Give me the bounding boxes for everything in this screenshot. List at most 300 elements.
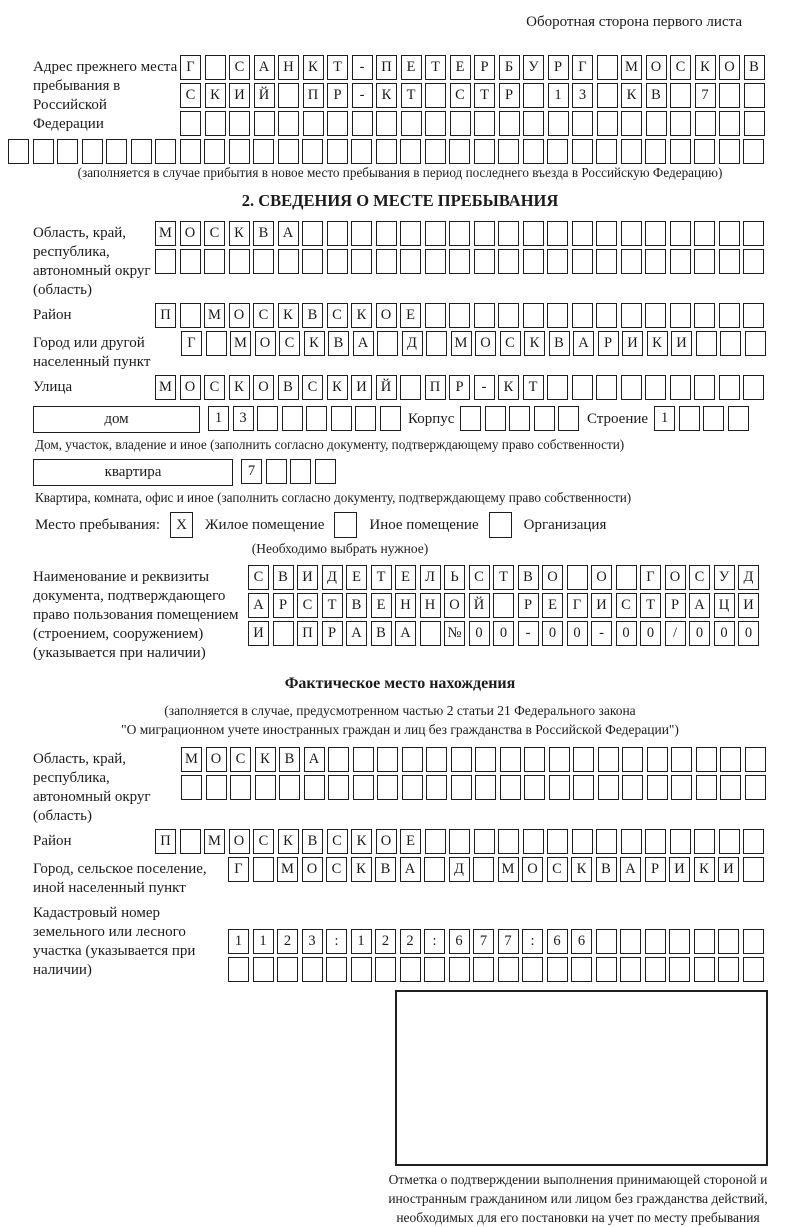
char-box[interactable] <box>8 139 29 164</box>
char-box[interactable]: Р <box>327 83 348 108</box>
char-box[interactable]: Р <box>548 55 569 80</box>
char-box[interactable]: А <box>304 747 325 772</box>
char-box[interactable]: О <box>444 593 465 618</box>
char-box[interactable] <box>696 331 717 356</box>
char-box[interactable] <box>451 775 472 800</box>
char-box[interactable]: № <box>444 621 465 646</box>
char-box[interactable]: 7 <box>498 929 519 954</box>
char-box[interactable] <box>596 829 617 854</box>
char-box[interactable] <box>303 111 324 136</box>
char-box[interactable] <box>534 406 555 431</box>
char-box[interactable] <box>694 957 715 982</box>
char-box[interactable] <box>279 775 300 800</box>
char-box[interactable]: А <box>400 857 421 882</box>
char-box[interactable] <box>621 221 642 246</box>
char-box[interactable]: П <box>297 621 318 646</box>
char-box[interactable] <box>306 406 327 431</box>
char-box[interactable] <box>400 221 421 246</box>
char-box[interactable] <box>426 747 447 772</box>
char-box[interactable]: - <box>518 621 539 646</box>
char-box[interactable] <box>450 111 471 136</box>
char-box[interactable] <box>696 747 717 772</box>
char-box[interactable]: О <box>253 375 274 400</box>
char-box[interactable] <box>719 139 740 164</box>
char-box[interactable]: С <box>230 747 251 772</box>
document-row-3[interactable] <box>248 621 763 646</box>
char-box[interactable]: Ь <box>444 565 465 590</box>
char-box[interactable] <box>596 249 617 274</box>
char-box[interactable]: С <box>469 565 490 590</box>
char-box[interactable] <box>620 957 641 982</box>
char-box[interactable] <box>646 111 667 136</box>
char-box[interactable]: С <box>180 83 201 108</box>
char-box[interactable]: В <box>302 303 323 328</box>
char-box[interactable]: : <box>424 929 445 954</box>
char-box[interactable] <box>597 55 618 80</box>
char-box[interactable] <box>645 303 666 328</box>
document-row-2[interactable] <box>248 593 763 618</box>
char-box[interactable]: С <box>248 565 269 590</box>
char-box[interactable]: И <box>622 331 643 356</box>
char-box[interactable] <box>499 111 520 136</box>
char-box[interactable] <box>376 249 397 274</box>
char-box[interactable] <box>451 747 472 772</box>
char-box[interactable]: Н <box>420 593 441 618</box>
char-box[interactable] <box>230 775 251 800</box>
char-box[interactable]: К <box>229 221 250 246</box>
char-box[interactable] <box>57 139 78 164</box>
char-box[interactable] <box>744 83 765 108</box>
char-box[interactable] <box>377 331 398 356</box>
char-box[interactable] <box>523 303 544 328</box>
char-box[interactable]: М <box>498 857 519 882</box>
char-box[interactable] <box>449 249 470 274</box>
char-box[interactable] <box>523 829 544 854</box>
char-box[interactable]: Т <box>474 83 495 108</box>
char-box[interactable]: Г <box>181 331 202 356</box>
char-box[interactable] <box>155 249 176 274</box>
char-box[interactable] <box>376 111 397 136</box>
char-box[interactable] <box>327 221 348 246</box>
char-box[interactable]: О <box>255 331 276 356</box>
char-box[interactable]: 6 <box>449 929 470 954</box>
char-box[interactable] <box>449 221 470 246</box>
char-box[interactable] <box>180 139 201 164</box>
char-box[interactable] <box>402 775 423 800</box>
char-box[interactable]: С <box>670 55 691 80</box>
char-box[interactable] <box>745 747 766 772</box>
char-box[interactable] <box>253 249 274 274</box>
char-box[interactable] <box>695 111 716 136</box>
char-box[interactable]: О <box>542 565 563 590</box>
char-box[interactable]: / <box>665 621 686 646</box>
prev-address-row-3[interactable] <box>180 111 768 136</box>
char-box[interactable] <box>474 139 495 164</box>
char-box[interactable]: Й <box>254 83 275 108</box>
char-box[interactable]: Р <box>598 331 619 356</box>
char-box[interactable]: А <box>278 221 299 246</box>
char-box[interactable] <box>155 139 176 164</box>
char-box[interactable] <box>351 957 372 982</box>
char-box[interactable]: 2 <box>375 929 396 954</box>
prev-address-row-4[interactable] <box>8 139 800 164</box>
char-box[interactable] <box>567 565 588 590</box>
char-box[interactable] <box>745 775 766 800</box>
char-box[interactable] <box>719 111 740 136</box>
char-box[interactable]: К <box>255 747 276 772</box>
char-box[interactable]: А <box>573 331 594 356</box>
char-box[interactable]: И <box>297 565 318 590</box>
char-box[interactable] <box>498 829 519 854</box>
char-box[interactable]: К <box>571 857 592 882</box>
char-box[interactable] <box>327 111 348 136</box>
char-box[interactable] <box>449 829 470 854</box>
char-box[interactable]: Т <box>640 593 661 618</box>
char-box[interactable] <box>596 303 617 328</box>
char-box[interactable] <box>425 139 446 164</box>
char-box[interactable]: С <box>689 565 710 590</box>
char-box[interactable] <box>353 775 374 800</box>
char-box[interactable] <box>278 111 299 136</box>
char-box[interactable]: О <box>522 857 543 882</box>
cadastral-row-2[interactable] <box>228 957 767 982</box>
char-box[interactable]: У <box>523 55 544 80</box>
char-box[interactable] <box>694 929 715 954</box>
prev-address-row-1[interactable] <box>180 55 768 80</box>
char-box[interactable] <box>694 139 715 164</box>
char-box[interactable] <box>670 83 691 108</box>
char-box[interactable] <box>302 957 323 982</box>
char-box[interactable] <box>745 331 766 356</box>
stroenie-row[interactable] <box>654 406 752 431</box>
actual-district-row[interactable] <box>155 829 768 854</box>
char-box[interactable] <box>596 375 617 400</box>
house-number-row[interactable] <box>208 406 404 431</box>
char-box[interactable]: Е <box>400 303 421 328</box>
char-box[interactable] <box>621 375 642 400</box>
char-box[interactable] <box>719 83 740 108</box>
char-box[interactable] <box>205 55 226 80</box>
char-box[interactable]: П <box>425 375 446 400</box>
char-box[interactable] <box>253 857 274 882</box>
char-box[interactable] <box>572 829 593 854</box>
char-box[interactable] <box>719 221 740 246</box>
char-box[interactable] <box>621 303 642 328</box>
char-box[interactable]: Т <box>322 593 343 618</box>
char-box[interactable] <box>547 221 568 246</box>
char-box[interactable] <box>598 747 619 772</box>
char-box[interactable]: А <box>346 621 367 646</box>
char-box[interactable] <box>353 747 374 772</box>
char-box[interactable] <box>743 929 764 954</box>
char-box[interactable]: 1 <box>654 406 675 431</box>
char-box[interactable] <box>449 957 470 982</box>
char-box[interactable] <box>718 929 739 954</box>
char-box[interactable] <box>670 303 691 328</box>
char-box[interactable]: И <box>229 83 250 108</box>
char-box[interactable]: И <box>591 593 612 618</box>
char-box[interactable]: 0 <box>567 621 588 646</box>
char-box[interactable] <box>728 406 749 431</box>
char-box[interactable] <box>400 375 421 400</box>
char-box[interactable]: Д <box>738 565 759 590</box>
char-box[interactable]: В <box>278 375 299 400</box>
char-box[interactable] <box>315 459 336 484</box>
char-box[interactable]: 1 <box>208 406 229 431</box>
char-box[interactable] <box>449 303 470 328</box>
char-box[interactable]: И <box>671 331 692 356</box>
char-box[interactable] <box>205 111 226 136</box>
char-box[interactable] <box>204 139 225 164</box>
char-box[interactable]: В <box>302 829 323 854</box>
char-box[interactable] <box>719 303 740 328</box>
char-box[interactable] <box>744 111 765 136</box>
char-box[interactable] <box>498 139 519 164</box>
char-box[interactable] <box>572 221 593 246</box>
char-box[interactable] <box>718 957 739 982</box>
char-box[interactable]: К <box>695 55 716 80</box>
char-box[interactable] <box>743 829 764 854</box>
char-box[interactable]: 0 <box>616 621 637 646</box>
korpus-row[interactable] <box>460 406 583 431</box>
char-box[interactable]: М <box>204 829 225 854</box>
char-box[interactable]: П <box>376 55 397 80</box>
char-box[interactable]: Г <box>640 565 661 590</box>
char-box[interactable] <box>180 303 201 328</box>
char-box[interactable]: П <box>155 303 176 328</box>
char-box[interactable]: М <box>277 857 298 882</box>
char-box[interactable]: С <box>297 593 318 618</box>
char-box[interactable]: 1 <box>253 929 274 954</box>
char-box[interactable] <box>420 621 441 646</box>
char-box[interactable]: С <box>253 829 274 854</box>
char-box[interactable] <box>547 249 568 274</box>
char-box[interactable] <box>273 621 294 646</box>
char-box[interactable] <box>302 221 323 246</box>
char-box[interactable] <box>425 249 446 274</box>
char-box[interactable] <box>645 929 666 954</box>
char-box[interactable] <box>596 139 617 164</box>
char-box[interactable] <box>645 221 666 246</box>
char-box[interactable]: М <box>230 331 251 356</box>
char-box[interactable] <box>743 375 764 400</box>
char-box[interactable] <box>720 775 741 800</box>
char-box[interactable]: Г <box>572 55 593 80</box>
char-box[interactable]: М <box>155 375 176 400</box>
char-box[interactable]: М <box>204 303 225 328</box>
char-box[interactable] <box>402 747 423 772</box>
char-box[interactable] <box>498 221 519 246</box>
char-box[interactable] <box>326 957 347 982</box>
char-box[interactable] <box>376 139 397 164</box>
char-box[interactable]: К <box>376 83 397 108</box>
char-box[interactable] <box>645 375 666 400</box>
char-box[interactable]: Е <box>400 829 421 854</box>
char-box[interactable]: В <box>346 593 367 618</box>
char-box[interactable]: О <box>180 221 201 246</box>
char-box[interactable] <box>572 139 593 164</box>
char-box[interactable]: Р <box>449 375 470 400</box>
char-box[interactable] <box>621 139 642 164</box>
char-box[interactable] <box>645 957 666 982</box>
char-box[interactable] <box>621 249 642 274</box>
char-box[interactable]: 6 <box>571 929 592 954</box>
char-box[interactable]: 2 <box>400 929 421 954</box>
char-box[interactable]: Е <box>371 593 392 618</box>
char-box[interactable]: К <box>498 375 519 400</box>
char-box[interactable] <box>376 221 397 246</box>
char-box[interactable]: С <box>327 829 348 854</box>
char-box[interactable]: О <box>376 829 397 854</box>
char-box[interactable]: К <box>304 331 325 356</box>
char-box[interactable] <box>278 139 299 164</box>
char-box[interactable] <box>377 747 398 772</box>
char-box[interactable] <box>645 249 666 274</box>
char-box[interactable] <box>523 139 544 164</box>
char-box[interactable] <box>181 775 202 800</box>
char-box[interactable] <box>703 406 724 431</box>
char-box[interactable]: С <box>204 221 225 246</box>
char-box[interactable] <box>82 139 103 164</box>
char-box[interactable] <box>694 829 715 854</box>
apartment-type-box[interactable]: квартира <box>33 459 233 486</box>
char-box[interactable] <box>498 249 519 274</box>
char-box[interactable] <box>547 303 568 328</box>
char-box[interactable]: Р <box>665 593 686 618</box>
char-box[interactable] <box>351 139 372 164</box>
char-box[interactable] <box>377 775 398 800</box>
char-box[interactable]: 0 <box>469 621 490 646</box>
char-box[interactable] <box>670 249 691 274</box>
char-box[interactable] <box>596 929 617 954</box>
char-box[interactable]: 6 <box>547 929 568 954</box>
char-box[interactable]: И <box>738 593 759 618</box>
char-box[interactable] <box>549 747 570 772</box>
char-box[interactable]: А <box>620 857 641 882</box>
char-box[interactable] <box>401 111 422 136</box>
char-box[interactable] <box>524 747 545 772</box>
checkbox-residential[interactable]: X <box>170 512 193 538</box>
char-box[interactable]: 0 <box>714 621 735 646</box>
char-box[interactable]: Р <box>499 83 520 108</box>
char-box[interactable]: - <box>352 55 373 80</box>
char-box[interactable] <box>720 747 741 772</box>
char-box[interactable] <box>498 957 519 982</box>
char-box[interactable] <box>573 747 594 772</box>
char-box[interactable]: Р <box>273 593 294 618</box>
char-box[interactable] <box>743 221 764 246</box>
char-box[interactable]: О <box>229 829 250 854</box>
char-box[interactable]: К <box>621 83 642 108</box>
char-box[interactable] <box>522 957 543 982</box>
char-box[interactable] <box>572 375 593 400</box>
char-box[interactable]: С <box>450 83 471 108</box>
char-box[interactable] <box>327 139 348 164</box>
char-box[interactable] <box>425 83 446 108</box>
region-row-2[interactable] <box>155 249 768 274</box>
char-box[interactable] <box>426 331 447 356</box>
char-box[interactable] <box>573 775 594 800</box>
char-box[interactable]: О <box>591 565 612 590</box>
char-box[interactable]: 0 <box>493 621 514 646</box>
char-box[interactable]: В <box>518 565 539 590</box>
char-box[interactable] <box>328 747 349 772</box>
char-box[interactable]: Е <box>395 565 416 590</box>
char-box[interactable] <box>302 139 323 164</box>
char-box[interactable] <box>670 375 691 400</box>
char-box[interactable] <box>670 221 691 246</box>
char-box[interactable]: С <box>616 593 637 618</box>
char-box[interactable]: Д <box>449 857 470 882</box>
char-box[interactable] <box>425 829 446 854</box>
char-box[interactable] <box>572 303 593 328</box>
char-box[interactable] <box>500 747 521 772</box>
char-box[interactable]: Л <box>420 565 441 590</box>
char-box[interactable] <box>290 459 311 484</box>
char-box[interactable]: В <box>596 857 617 882</box>
char-box[interactable] <box>669 929 690 954</box>
district-row[interactable] <box>155 303 768 328</box>
char-box[interactable] <box>266 459 287 484</box>
char-box[interactable] <box>106 139 127 164</box>
char-box[interactable]: Т <box>493 565 514 590</box>
char-box[interactable]: Г <box>567 593 588 618</box>
char-box[interactable] <box>277 957 298 982</box>
char-box[interactable] <box>131 139 152 164</box>
char-box[interactable] <box>331 406 352 431</box>
checkbox-other-premises[interactable] <box>334 512 357 538</box>
char-box[interactable] <box>719 375 740 400</box>
char-box[interactable] <box>679 406 700 431</box>
char-box[interactable] <box>474 249 495 274</box>
char-box[interactable]: С <box>327 303 348 328</box>
char-box[interactable] <box>596 957 617 982</box>
char-box[interactable]: Н <box>395 593 416 618</box>
apartment-number-row[interactable] <box>241 459 339 484</box>
char-box[interactable]: 1 <box>548 83 569 108</box>
char-box[interactable] <box>571 957 592 982</box>
char-box[interactable]: С <box>279 331 300 356</box>
char-box[interactable]: С <box>204 375 225 400</box>
house-type-box[interactable]: дом <box>33 406 200 433</box>
char-box[interactable]: М <box>155 221 176 246</box>
char-box[interactable] <box>400 957 421 982</box>
char-box[interactable]: 3 <box>233 406 254 431</box>
char-box[interactable] <box>670 139 691 164</box>
char-box[interactable] <box>500 775 521 800</box>
document-row-1[interactable] <box>248 565 763 590</box>
char-box[interactable] <box>743 303 764 328</box>
char-box[interactable] <box>523 249 544 274</box>
char-box[interactable] <box>572 111 593 136</box>
char-box[interactable]: 0 <box>689 621 710 646</box>
char-box[interactable] <box>622 775 643 800</box>
char-box[interactable]: О <box>180 375 201 400</box>
char-box[interactable] <box>424 957 445 982</box>
char-box[interactable]: Б <box>499 55 520 80</box>
char-box[interactable]: - <box>474 375 495 400</box>
char-box[interactable]: В <box>646 83 667 108</box>
char-box[interactable]: Р <box>518 593 539 618</box>
char-box[interactable]: С <box>547 857 568 882</box>
char-box[interactable] <box>596 221 617 246</box>
char-box[interactable]: 0 <box>738 621 759 646</box>
char-box[interactable] <box>647 747 668 772</box>
char-box[interactable] <box>229 111 250 136</box>
char-box[interactable]: А <box>254 55 275 80</box>
char-box[interactable]: В <box>279 747 300 772</box>
char-box[interactable] <box>302 249 323 274</box>
